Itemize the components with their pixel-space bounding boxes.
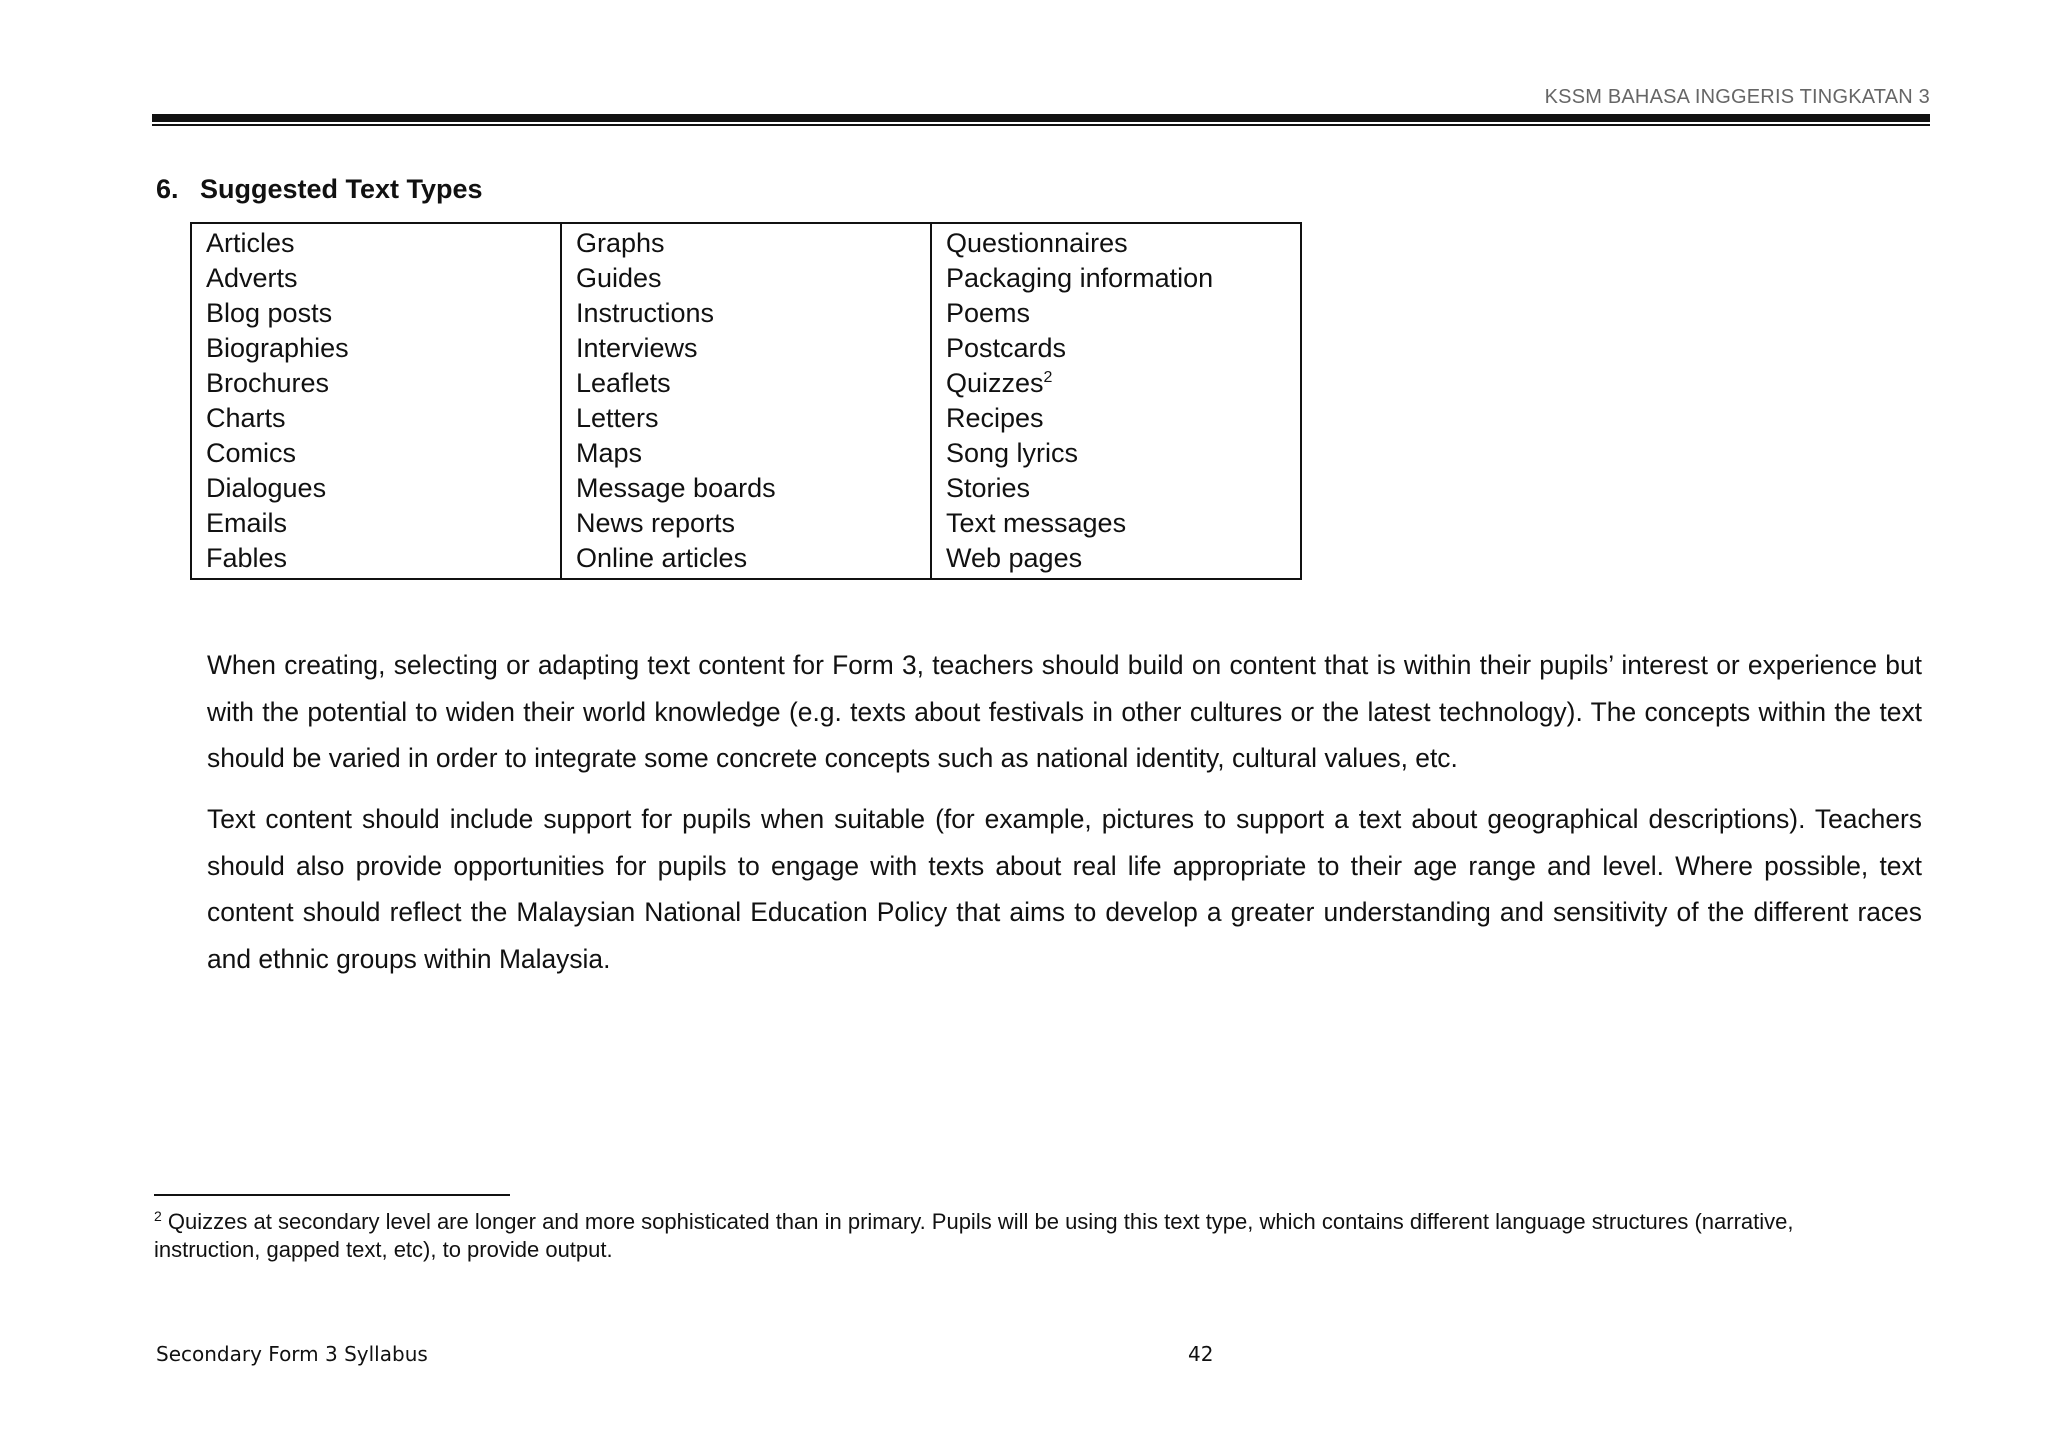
text-type-item: Text messages: [946, 508, 1127, 538]
body-paragraph-1: When creating, selecting or adapting text content for Form 3, teachers should build on content that is within their pupils’ interest or experience but with the potential to widen their world knowledge (e.g. texts about festivals in other cultures or the latest technology). The concepts within the text should be varied in order to integrate some concrete concepts such as national identity, cultural values, etc.: [207, 650, 1922, 773]
text-type-item: Recipes: [946, 403, 1044, 433]
text-type-item: Web pages: [946, 543, 1083, 573]
text-type-item: Biographies: [206, 333, 349, 363]
text-type-item: Questionnaires: [946, 228, 1128, 258]
page-number: 42: [1188, 1342, 1214, 1366]
body-paragraph-2: Text content should include support for pupils when suitable (for example, pictures to support a text about geographical descriptions). Teachers should also provide opportunities for pupils to engage with texts about real life appropriate to their age range and level. Where possible, text content should reflect the Malaysian National Education Policy that aims to develop a greater understanding and sensitivity of the different races and ethnic groups within Malaysia.: [207, 804, 1922, 974]
text-type-item: News reports: [576, 508, 736, 538]
footnote: [154, 1208, 1874, 1264]
text-type-item: Packaging information: [946, 263, 1214, 293]
text-type-item: Song lyrics: [946, 438, 1079, 468]
text-type-item: Articles: [206, 228, 295, 258]
text-type-item: Charts: [206, 403, 286, 433]
text-type-item: Leaflets: [576, 368, 671, 398]
text-type-item: Poems: [946, 298, 1031, 328]
text-type-item: Adverts: [206, 263, 298, 293]
text-type-item: Instructions: [576, 298, 715, 328]
running-header: KSSM BAHASA INGGERIS TINGKATAN 3: [1544, 86, 1930, 108]
footnote-reference: 2: [1043, 369, 1053, 386]
text-type-item: Interviews: [576, 333, 698, 363]
text-types-column-2: [560, 224, 930, 578]
text-type-item: Graphs: [576, 228, 665, 258]
text-type-item: Brochures: [206, 368, 330, 398]
text-type-item: Stories: [946, 473, 1031, 503]
text-types-column-3: [930, 224, 1300, 578]
text-type-item: Blog posts: [206, 298, 333, 328]
text-type-item: Dialogues: [206, 473, 327, 503]
text-type-item: Postcards: [946, 333, 1067, 363]
text-type-item: Guides: [576, 263, 662, 293]
header-rule-thin: [152, 124, 1930, 126]
section-heading: [156, 174, 483, 205]
footnote-separator: [154, 1194, 510, 1196]
header-rule-thick: [152, 114, 1930, 122]
section-number: 6.: [156, 174, 179, 204]
text-type-item: Online articles: [576, 543, 748, 573]
text-type-item: Fables: [206, 543, 288, 573]
text-types-table: [190, 222, 1302, 580]
text-types-column-1: [192, 224, 560, 578]
text-type-label: Quizzes: [946, 368, 1044, 398]
text-type-item-quizzes: [946, 366, 1300, 401]
text-type-item: Emails: [206, 508, 288, 538]
footnote-marker: 2: [154, 1208, 162, 1224]
text-type-item: Letters: [576, 403, 659, 433]
text-type-item: Maps: [576, 438, 643, 468]
section-title: Suggested Text Types: [200, 174, 483, 204]
footnote-text: Quizzes at secondary level are longer and more sophisticated than in primary. Pupils will be using this text type, which contains different language structures (narrative, instruction, gapped text, etc), to provide output.: [154, 1209, 1794, 1262]
text-type-item: Message boards: [576, 473, 776, 503]
text-type-item: Comics: [206, 438, 297, 468]
footer-title: Secondary Form 3 Syllabus: [156, 1342, 428, 1366]
